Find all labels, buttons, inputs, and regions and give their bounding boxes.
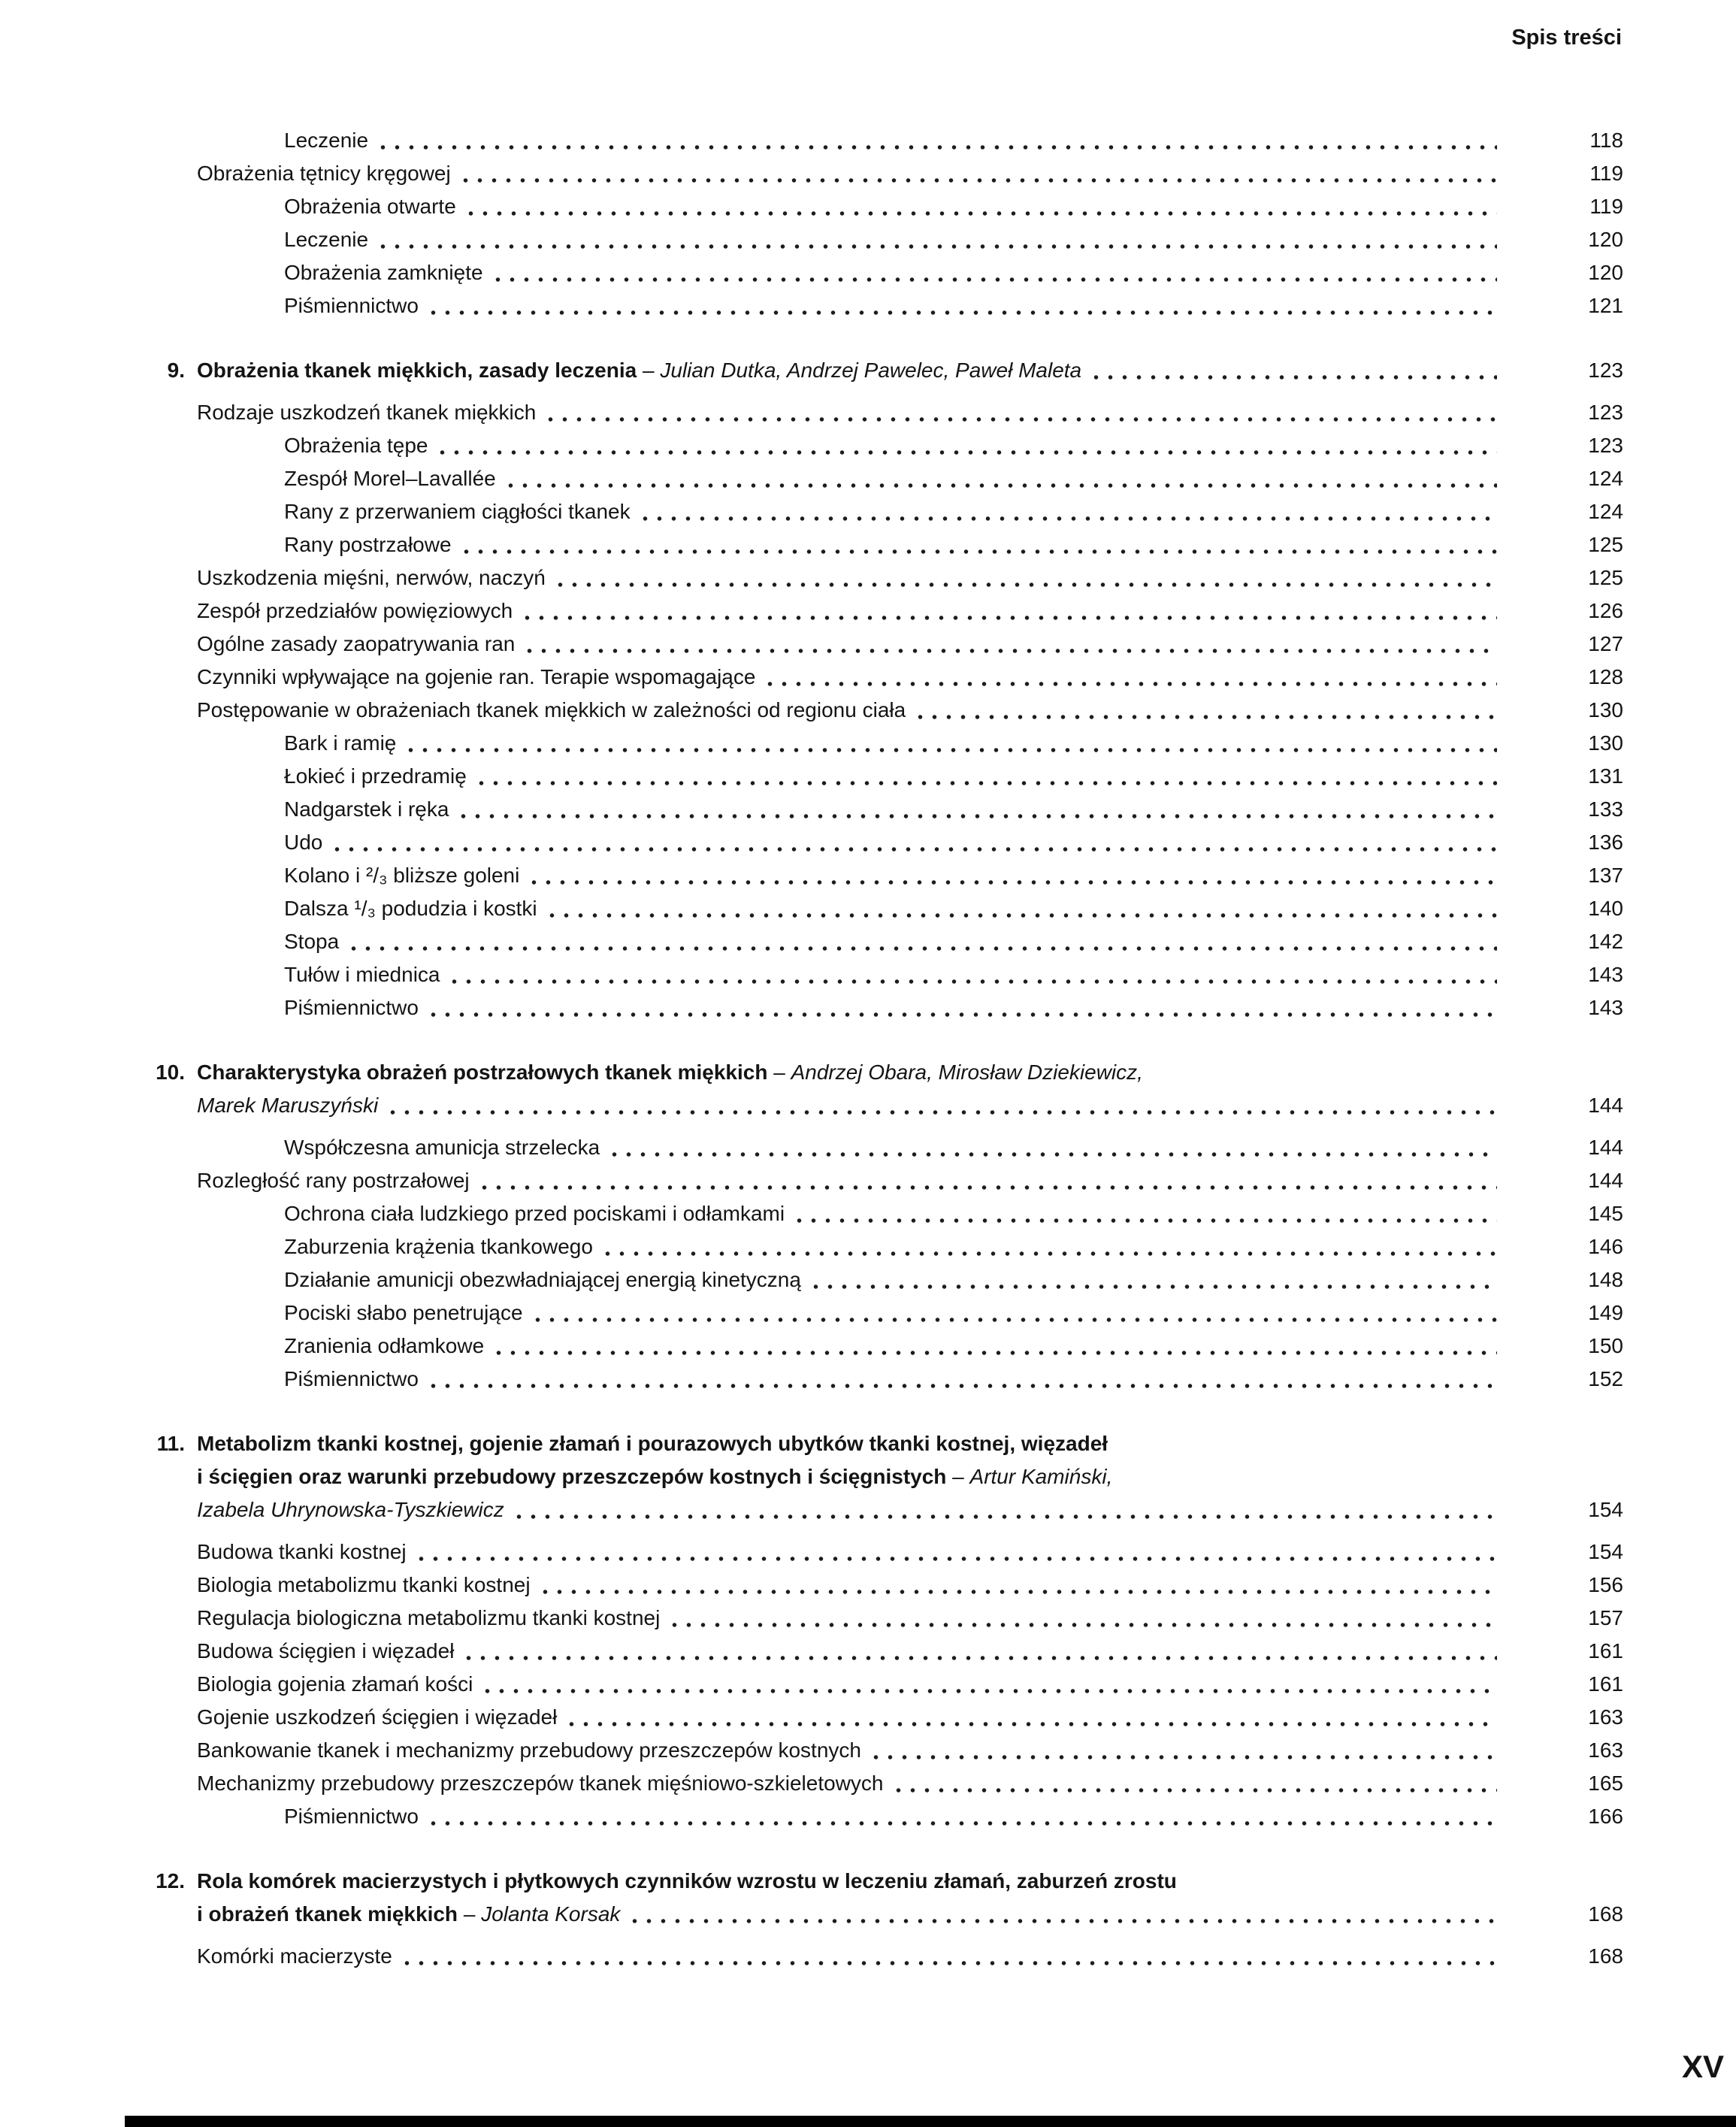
entry-text: Rodzaje uszkodzeń tkanek miękkich [197, 401, 537, 424]
entry-text: Działanie amunicji obezwładniającej energią kinetyczną [284, 1268, 801, 1291]
entry-text: Postępowanie w obrażeniach tkanek miękkich w zależności od regionu ciała [197, 698, 906, 722]
dot-leader [512, 1493, 1497, 1526]
dot-leader [607, 1131, 1497, 1164]
entry-text: Piśmiennictwo [284, 1367, 419, 1390]
entry-text: Obrażenia otwarte [284, 195, 456, 218]
toc-row [0, 793, 1623, 826]
page-number: 154 [1588, 1540, 1623, 1563]
dot-leader [477, 1164, 1497, 1197]
page-number: 154 [1588, 1498, 1623, 1521]
toc-list [0, 124, 1623, 1973]
dot-leader [456, 793, 1497, 826]
dot-leader [628, 1898, 1497, 1931]
dot-leader [667, 1602, 1497, 1635]
entry-title [284, 991, 419, 1024]
toc-row [0, 1131, 1623, 1164]
toc-row [0, 190, 1623, 223]
page-number: 145 [1588, 1202, 1623, 1225]
dot-leader [522, 628, 1497, 661]
page-number: 157 [1588, 1606, 1623, 1629]
dot-leader [809, 1263, 1497, 1296]
entry-title [197, 1569, 531, 1602]
toc-chapter-row [0, 1865, 1623, 1898]
entry-text: Piśmiennictwo [284, 1805, 419, 1828]
toc-row [0, 256, 1623, 289]
entry-authors: Jolanta Korsak [481, 1902, 621, 1926]
dot-leader [480, 1668, 1497, 1701]
page-number: 168 [1588, 1944, 1623, 1968]
entry-text: Zranienia odłamkowe [284, 1334, 485, 1357]
entry-authors: Andrzej Obara, Mirosław Dziekiewicz, [791, 1060, 1143, 1084]
entry-text: Leczenie [284, 228, 369, 251]
page-number: 125 [1588, 533, 1623, 556]
toc-row [0, 429, 1623, 462]
entry-text: Mechanizmy przebudowy przeszczepów tkanek mięśniowo-szkieletowych [197, 1771, 884, 1795]
dot-leader [504, 462, 1497, 495]
entry-title [197, 1535, 407, 1569]
chapter-number: 10. [156, 1060, 185, 1084]
page-number: 119 [1589, 195, 1623, 218]
page-number: 124 [1588, 467, 1623, 490]
entry-title [284, 727, 396, 760]
page-number: 152 [1588, 1367, 1623, 1390]
dot-leader [330, 826, 1497, 859]
toc-row [0, 528, 1623, 561]
toc-row [0, 661, 1623, 694]
page-number: 161 [1588, 1639, 1623, 1663]
page-number-folio: XV [1681, 2049, 1724, 2084]
dot-leader [414, 1535, 1497, 1569]
toc-row [0, 495, 1623, 528]
entry-text: Piśmiennictwo [284, 996, 419, 1019]
page-number: 143 [1588, 996, 1623, 1019]
page-number: 133 [1588, 797, 1623, 821]
entry-text: – [946, 1465, 970, 1488]
toc-row [0, 157, 1623, 190]
toc-row [0, 289, 1623, 322]
entry-text: Metabolizm tkanki kostnej, gojenie złamań i pourazowych ubytków tkanki kostnej, więzadeł [197, 1432, 1108, 1455]
page-number: 144 [1588, 1136, 1623, 1159]
dot-leader [474, 760, 1497, 793]
entry-title [197, 1056, 1143, 1089]
page-number: 163 [1588, 1705, 1623, 1729]
page-number: 144 [1588, 1094, 1623, 1117]
dot-leader [464, 190, 1497, 223]
dot-leader [1089, 354, 1497, 387]
entry-text: Tułów i miednica [284, 963, 440, 986]
entry-title [284, 124, 368, 157]
page-header: Spis treści [1511, 26, 1622, 50]
entry-text: Obrażenia tkanek miękkich, zasady leczenia [197, 359, 637, 382]
entry-text: Biologia gojenia złamań kości [197, 1672, 473, 1696]
entry-text: Współczesna amunicja strzelecka [284, 1136, 600, 1159]
entry-text: Kolano i ²/₃ bliższe goleni [284, 864, 520, 887]
page-number: 144 [1588, 1169, 1623, 1192]
entry-text: Obrażenia tętnicy kręgowej [197, 162, 451, 185]
entry-title [284, 1230, 593, 1263]
entry-title [197, 1164, 470, 1197]
dot-leader [458, 157, 1497, 190]
toc-row [0, 727, 1623, 760]
page-number: 168 [1588, 1902, 1623, 1926]
toc-row [0, 1363, 1623, 1396]
entry-title [284, 495, 631, 528]
entry-title [284, 793, 449, 826]
entry-title [197, 1767, 884, 1800]
entry-title [284, 528, 452, 561]
toc-row [0, 1569, 1623, 1602]
entry-text: Uszkodzenia mięśni, nerwów, naczyń [197, 566, 546, 589]
entry-title [197, 694, 906, 727]
entry-text: Rany postrzałowe [284, 533, 452, 556]
page-number: 146 [1588, 1235, 1623, 1258]
dot-leader [426, 1800, 1497, 1833]
dot-leader [545, 892, 1497, 925]
dot-leader [426, 991, 1497, 1024]
entry-text: Udo [284, 831, 323, 854]
page-number: 163 [1588, 1738, 1623, 1762]
toc-row [0, 396, 1623, 429]
entry-title [284, 289, 419, 322]
page-number: 161 [1588, 1672, 1623, 1696]
dot-leader [346, 925, 1497, 958]
toc-row [0, 1602, 1623, 1635]
entry-text: – [767, 1060, 791, 1084]
dot-leader [376, 124, 1497, 157]
entry-title [284, 1131, 600, 1164]
dot-leader [564, 1701, 1497, 1734]
page-number: 126 [1588, 599, 1623, 622]
bottom-bar [125, 2116, 1736, 2127]
toc-row [0, 694, 1623, 727]
toc-row [0, 1800, 1623, 1833]
dot-leader [447, 958, 1497, 991]
entry-text: Gojenie uszkodzeń ścięgien i więzadeł [197, 1705, 558, 1729]
chapter-number: 12. [156, 1869, 185, 1893]
entry-text: Ogólne zasady zaopatrywania ran [197, 632, 516, 655]
page-number: 128 [1588, 665, 1623, 688]
entry-text: Regulacja biologiczna metabolizmu tkanki kostnej [197, 1606, 661, 1629]
entry-title [197, 1427, 1108, 1460]
toc-chapter-row [0, 1427, 1623, 1460]
toc-row [0, 1635, 1623, 1668]
entry-title [197, 1602, 660, 1635]
toc-row [0, 925, 1623, 958]
page-number: 123 [1588, 401, 1623, 424]
page-number: 118 [1589, 129, 1623, 152]
dot-leader [763, 661, 1497, 694]
toc-row [0, 892, 1623, 925]
entry-text: Rola komórek macierzystych i płytkowych czynników wzrostu w leczeniu złamań, zaburzeń zrostu [197, 1869, 1177, 1893]
dot-leader [520, 595, 1497, 628]
entry-text: Biologia metabolizmu tkanki kostnej [197, 1573, 531, 1596]
chapter-number: 11. [156, 1432, 185, 1455]
entry-title [197, 157, 451, 190]
entry-text: Czynniki wpływające na gojenie ran. Terapie wspomagające [197, 665, 756, 688]
entry-title [284, 190, 456, 223]
entry-text: i ścięgien oraz warunki przebudowy przeszczepów kostnych i ścięgnistych [197, 1465, 947, 1488]
toc-row [0, 958, 1623, 991]
dot-leader [527, 859, 1497, 892]
entry-text: i obrażeń tkanek miękkich [197, 1902, 458, 1926]
toc-row [0, 1164, 1623, 1197]
dot-leader [459, 528, 1497, 561]
entry-authors: Julian Dutka, Andrzej Pawelec, Paweł Maleta [660, 359, 1082, 382]
toc-row [0, 124, 1623, 157]
toc-row [0, 595, 1623, 628]
toc-row [0, 462, 1623, 495]
page-number: 130 [1588, 698, 1623, 722]
entry-title [197, 1865, 1177, 1898]
page-number: 143 [1588, 963, 1623, 986]
entry-text: Nadgarstek i ręka [284, 797, 449, 821]
dot-leader [553, 561, 1497, 595]
toc-row [0, 1493, 1623, 1526]
toc-row [0, 760, 1623, 793]
page-number: 123 [1588, 359, 1623, 382]
toc-row [0, 1230, 1623, 1263]
dot-leader [638, 495, 1497, 528]
entry-title [197, 354, 1081, 387]
toc-row [0, 1535, 1623, 1569]
page-number: 131 [1588, 764, 1623, 788]
dot-leader [435, 429, 1497, 462]
entry-text: Stopa [284, 930, 340, 953]
entry-title [284, 760, 467, 793]
page-number: 127 [1588, 632, 1623, 655]
page-number: 165 [1588, 1771, 1623, 1795]
toc-row [0, 1767, 1623, 1800]
entry-title [197, 396, 536, 429]
entry-text: Zespół Morel–Lavallée [284, 467, 496, 490]
dot-leader [461, 1635, 1497, 1668]
entry-text: Obrażenia tępe [284, 434, 428, 457]
entry-title [284, 1363, 419, 1396]
entry-title [284, 256, 483, 289]
page-number: 166 [1588, 1805, 1623, 1828]
entry-title [197, 561, 546, 595]
toc-row [0, 1460, 1623, 1493]
toc-row [0, 628, 1623, 661]
entry-title [284, 429, 428, 462]
dot-leader [491, 256, 1497, 289]
page-number: 136 [1588, 831, 1623, 854]
toc-row [0, 1296, 1623, 1330]
entry-authors: Izabela Uhrynowska-Tyszkiewicz [197, 1498, 504, 1521]
entry-text: Rany z przerwaniem ciągłości tkanek [284, 500, 631, 523]
entry-text: Charakterystyka obrażeń postrzałowych tkanek miękkich [197, 1060, 768, 1084]
toc-row [0, 1701, 1623, 1734]
entry-title [197, 661, 755, 694]
entry-text: Piśmiennictwo [284, 294, 419, 317]
page-number: 140 [1588, 897, 1623, 920]
toc-row [0, 1263, 1623, 1296]
dot-leader [426, 1363, 1497, 1396]
page-number: 130 [1588, 731, 1623, 755]
page-number: 137 [1588, 864, 1623, 887]
page-number: 120 [1588, 261, 1623, 284]
entry-title [284, 826, 322, 859]
toc-chapter-row [0, 1056, 1623, 1089]
page-number: 156 [1588, 1573, 1623, 1596]
dot-leader [400, 1940, 1497, 1973]
entry-text: Łokieć i przedramię [284, 764, 467, 788]
page-number: 120 [1588, 228, 1623, 251]
entry-title [284, 892, 537, 925]
entry-title [284, 1263, 801, 1296]
toc-row [0, 1089, 1623, 1122]
dot-leader [600, 1230, 1497, 1263]
page-number: 150 [1588, 1334, 1623, 1357]
dot-leader [386, 1089, 1497, 1122]
dot-leader [869, 1734, 1497, 1767]
dot-leader [404, 727, 1497, 760]
entry-title [284, 223, 368, 256]
entry-title [197, 1734, 861, 1767]
toc-row [0, 991, 1623, 1024]
page-number: 148 [1588, 1268, 1623, 1291]
entry-title [197, 1668, 473, 1701]
entry-title [197, 1460, 1112, 1493]
toc-row [0, 1197, 1623, 1230]
dot-leader [491, 1330, 1497, 1363]
dot-leader [913, 694, 1497, 727]
entry-title [284, 925, 339, 958]
entry-title [284, 1197, 785, 1230]
entry-title [284, 1800, 419, 1833]
entry-text: Komórki macierzyste [197, 1944, 392, 1968]
entry-authors: Artur Kamiński, [969, 1465, 1113, 1488]
dot-leader [426, 289, 1497, 322]
entry-authors: Marek Maruszyński [197, 1094, 379, 1117]
entry-title [284, 958, 440, 991]
entry-text: Zespół przedziałów powięziowych [197, 599, 513, 622]
entry-text: Bankowanie tkanek i mechanizmy przebudowy przeszczepów kostnych [197, 1738, 861, 1762]
dot-leader [376, 223, 1497, 256]
dot-leader [792, 1197, 1497, 1230]
entry-text: Bark i ramię [284, 731, 397, 755]
entry-title [197, 1635, 454, 1668]
entry-title [197, 1089, 378, 1122]
entry-title [197, 1493, 504, 1526]
toc-row [0, 223, 1623, 256]
toc-row [0, 1668, 1623, 1701]
entry-title [197, 1940, 392, 1973]
entry-title [197, 628, 515, 661]
entry-text: – [637, 359, 661, 382]
entry-title [284, 1330, 484, 1363]
page-number: 121 [1588, 294, 1623, 317]
dot-leader [531, 1296, 1497, 1330]
entry-text: – [458, 1902, 482, 1926]
toc-row [0, 561, 1623, 595]
entry-text: Pociski słabo penetrujące [284, 1301, 523, 1324]
toc-row [0, 859, 1623, 892]
entry-title [284, 859, 519, 892]
page-number: 142 [1588, 930, 1623, 953]
toc-row [0, 1898, 1623, 1931]
toc-row [0, 1734, 1623, 1767]
page-number: 123 [1588, 434, 1623, 457]
dot-leader [538, 1569, 1497, 1602]
entry-text: Ochrona ciała ludzkiego przed pociskami i odłamkami [284, 1202, 785, 1225]
entry-text: Dalsza ¹/₃ podudzia i kostki [284, 897, 537, 920]
entry-title [284, 462, 496, 495]
toc-chapter-row [0, 354, 1623, 387]
entry-title [197, 1701, 557, 1734]
page-number: 124 [1588, 500, 1623, 523]
chapter-number: 9. [167, 359, 185, 382]
entry-title [197, 595, 513, 628]
dot-leader [891, 1767, 1498, 1800]
dot-leader [543, 396, 1497, 429]
page-number: 119 [1589, 162, 1623, 185]
toc-row [0, 1940, 1623, 1973]
page-number: 125 [1588, 566, 1623, 589]
entry-text: Obrażenia zamknięte [284, 261, 483, 284]
entry-text: Budowa tkanki kostnej [197, 1540, 407, 1563]
entry-text: Zaburzenia krążenia tkankowego [284, 1235, 593, 1258]
page-number: 149 [1588, 1301, 1623, 1324]
entry-text: Rozległość rany postrzałowej [197, 1169, 470, 1192]
entry-text: Leczenie [284, 129, 369, 152]
toc-row [0, 826, 1623, 859]
entry-title [284, 1296, 523, 1330]
entry-title [197, 1898, 620, 1931]
toc-row [0, 1330, 1623, 1363]
entry-text: Budowa ścięgien i więzadeł [197, 1639, 455, 1663]
